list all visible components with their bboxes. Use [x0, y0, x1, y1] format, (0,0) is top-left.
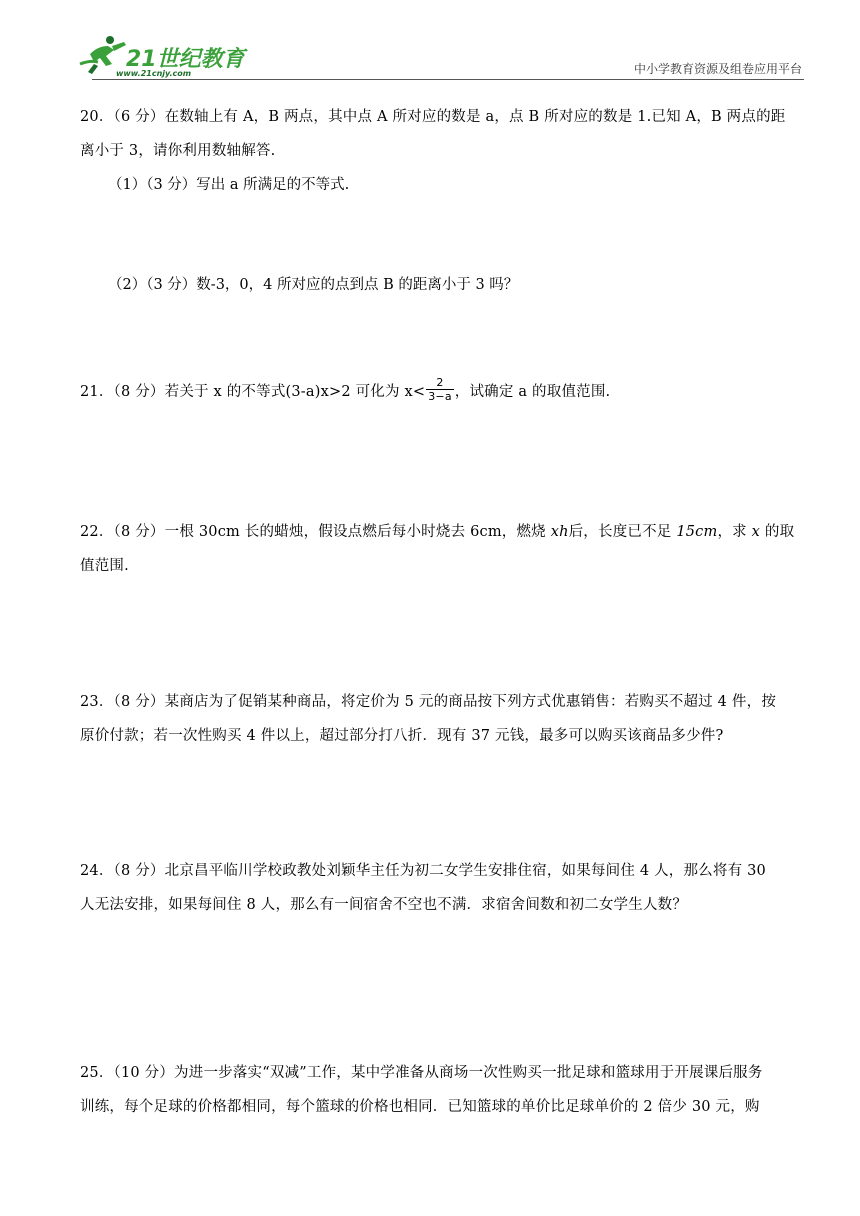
question-22-text-d: 的取 [760, 524, 795, 540]
question-21-text-before: 21．（8 分）若关于 x 的不等式(3-a)x>2 可化为 x< [80, 384, 426, 400]
question-23-line1: 23．（8 分）某商店为了促销某种商品，将定价为 5 元的商品按下列方式优惠销售：若购买不超过 4 件，按 [80, 694, 777, 710]
question-22-var-x: x [751, 524, 761, 540]
question-21 [80, 375, 808, 409]
question-20-sub2: （2）（3 分）数-3，0，4 所对应的点到点 B 的距离小于 3 吗？ [108, 277, 519, 293]
site-logo [76, 32, 256, 78]
fraction-denominator: 3−a [428, 389, 452, 403]
question-22-text-a: 22．（8 分）一根 30cm 长的蜡烛，假设点燃后每小时烧去 6cm，燃烧 [80, 524, 551, 540]
header-platform-text: 中小学教育资源及组卷应用平台 [633, 62, 802, 76]
question-22-var-15cm: 15cm [676, 524, 718, 540]
question-25-line1: 25．（10 分）为进一步落实“双减”工作，某中学准备从商场一次性购买一批足球和篮球用于开展课后服务 [80, 1065, 763, 1081]
question-23 [80, 685, 808, 753]
logo-url: www.21cnjy.com [116, 69, 192, 78]
question-24 [80, 854, 808, 922]
question-20-line1: 20．（6 分）在数轴上有 A，B 两点，其中点 A 所对应的数是 a，点 B 所对应的数是 1.已知 A，B 两点的距 [80, 109, 786, 125]
question-22-line2: 值范围. [80, 558, 129, 574]
question-21-fraction [426, 376, 454, 403]
question-25-line2: 训练，每个足球的价格都相同，每个篮球的价格也相同．已知篮球的单价比足球单价的 2 倍少 30 元，购 [80, 1099, 760, 1115]
question-22 [80, 515, 808, 583]
question-22-line1 [80, 515, 808, 549]
header-divider [92, 79, 804, 80]
question-22-text-b: 后，长度已不足 [568, 524, 677, 540]
question-21-text-after: ，试确定 a 的取值范围. [454, 384, 611, 400]
question-24-line2: 人无法安排，如果每间住 8 人，那么有一间宿舍不空也不满．求宿舍间数和初二女学生人数？ [80, 897, 688, 913]
question-20 [80, 100, 808, 168]
question-20-sub1: （1）（3 分）写出 a 所满足的不等式. [108, 177, 350, 193]
page-header [0, 0, 860, 80]
question-20-line2: 离小于 3，请你利用数轴解答. [80, 143, 276, 159]
question-25 [80, 1056, 808, 1124]
question-22-var-xh: xh [550, 524, 569, 540]
logo-graphic [76, 32, 256, 78]
logo-text: 21世纪教育 [126, 47, 245, 72]
fraction-numerator: 2 [426, 376, 454, 390]
question-23-line2: 原价付款；若一次性购买 4 件以上，超过部分打八折．现有 37 元钱，最多可以购买该商品多少件? [80, 728, 724, 744]
question-22-text-c: ，求 [717, 524, 752, 540]
question-24-line1: 24．（8 分）北京昌平临川学校政教处刘颖华主任为初二女学生安排住宿，如果每间住 4 人，那么将有 30 [80, 863, 766, 879]
